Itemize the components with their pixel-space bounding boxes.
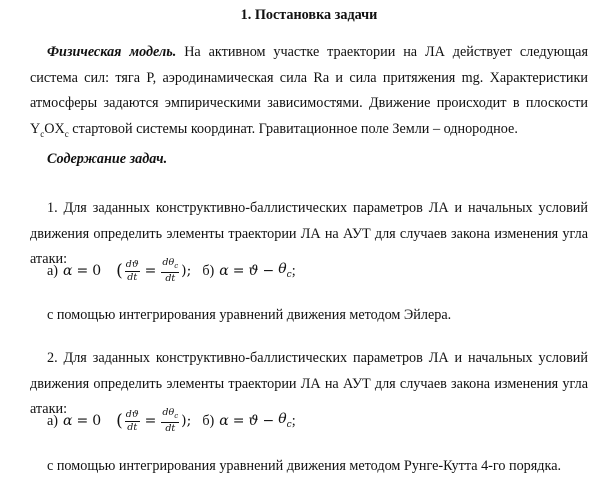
physical-model-axis: OX <box>44 120 65 137</box>
equals-sign: = <box>76 262 89 279</box>
fraction-dtheta-dt: $\frac{dϑ}{dt}$ <box>125 258 139 283</box>
equals-sign: = <box>76 412 89 429</box>
alpha-symbol: α <box>63 412 73 429</box>
alpha-symbol: α <box>63 262 73 279</box>
zero-value: 0 <box>92 412 102 429</box>
fraction-dtheta-dt: $\frac{dϑ}{dt}$ <box>125 408 139 433</box>
close-paren: ); <box>181 262 192 279</box>
angle-of-attack-formula-1 <box>47 255 296 287</box>
fraction-dthetac-dt: $\frac{d\theta_c}{dt}$ <box>162 257 179 284</box>
close-paren: ); <box>181 412 192 429</box>
zero-value: 0 <box>92 262 102 279</box>
physical-model-text: На активном участке траектории на ЛА действует следующая система сил: тяга P, аэродинамическая сила Ra и сила притяжения mg. Характеристики атмосферы задаются эмпирическими зависимостями. Движение происходит в плоскости Y <box>30 44 589 137</box>
physical-model-lead: Физическая модель. <box>47 44 177 60</box>
physical-model-tail: стартовой системы координат. Гравитационное поле Земли – однородное. <box>68 120 518 137</box>
method-note-runge-kutta: с помощью интегрирования уравнений движения методом Рунге-Кутта 4-го порядка. <box>47 458 562 474</box>
semicolon: ; <box>291 412 296 429</box>
open-paren: ( <box>116 410 123 431</box>
equals-sign: = <box>232 262 245 279</box>
method-note-euler: с помощью интегрирования уравнений движения методом Эйлера. <box>47 307 452 323</box>
fraction-dthetac-dt: $\frac{d\theta_c}{dt}$ <box>162 407 179 434</box>
case-b-label: б) <box>202 262 215 279</box>
case-a-label: а) <box>47 412 59 429</box>
equals-sign: = <box>144 412 157 429</box>
equals-sign: = <box>232 412 245 429</box>
minus-sign: − <box>262 412 275 429</box>
theta-symbol: ϑ <box>248 412 259 429</box>
section-title: 1. Постановка задачи <box>240 7 378 23</box>
physical-model-paragraph <box>30 40 588 147</box>
angle-of-attack-formula-2 <box>47 405 296 437</box>
equals-sign: = <box>144 262 157 279</box>
subscript-c: c <box>40 128 45 139</box>
case-a-label: а) <box>47 262 59 279</box>
alpha-symbol: α <box>219 262 229 279</box>
open-paren: ( <box>116 260 123 281</box>
task-1-text: 1. Для заданных конструктивно-баллистических параметров ЛА и начальных условий движения определить элементы траектории ЛА на АУТ для случаев закона изменения угла атаки: <box>30 200 588 267</box>
theta-symbol: ϑ <box>248 262 259 279</box>
alpha-symbol: α <box>219 412 229 429</box>
theta-c-symbol: $\theta_c$ <box>278 261 292 281</box>
case-b-label: б) <box>202 412 215 429</box>
theta-c-symbol: $\theta_c$ <box>278 411 292 431</box>
subscript-c: c <box>64 128 69 139</box>
content-heading: Содержание задач. <box>47 151 168 167</box>
semicolon: ; <box>291 262 296 279</box>
task-2-text: 2. Для заданных конструктивно-баллистических параметров ЛА и начальных условий движения определить элементы траектории ЛА на АУТ для случаев закона изменения угла атаки: <box>30 350 588 417</box>
minus-sign: − <box>262 262 275 279</box>
